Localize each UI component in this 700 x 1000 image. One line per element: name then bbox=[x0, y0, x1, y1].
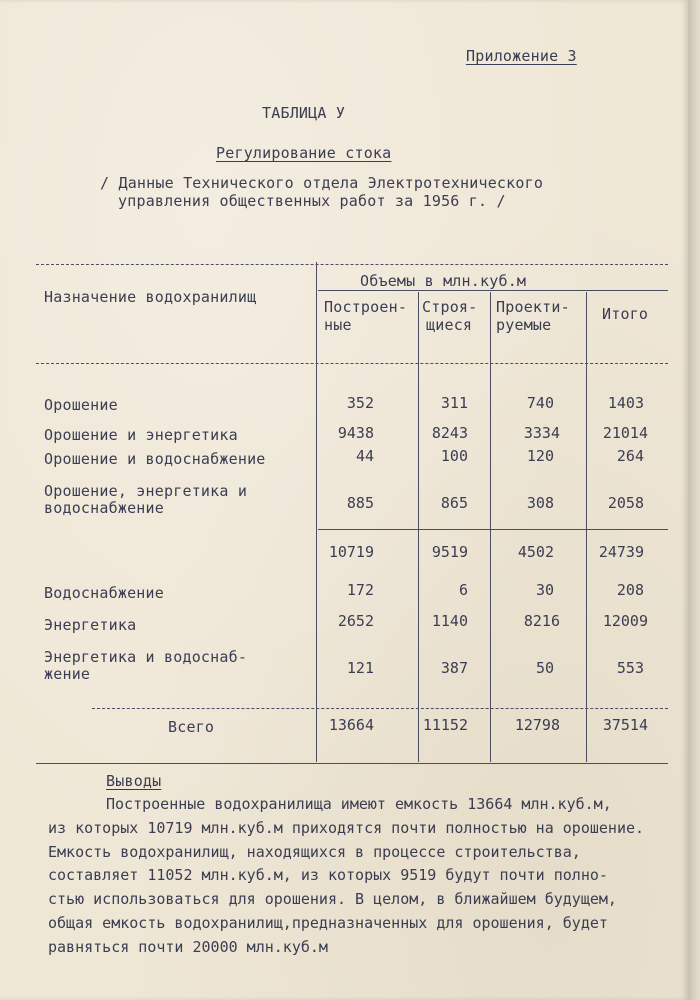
header-bottom-rule bbox=[36, 363, 668, 364]
header-building-1: Строя- bbox=[422, 298, 478, 316]
cell-planned: 120 bbox=[526, 447, 554, 465]
header-building-2: щиеся bbox=[426, 316, 473, 334]
cell-planned: 30 bbox=[535, 581, 554, 599]
total-label: Всего bbox=[168, 718, 215, 736]
total-rule bbox=[92, 708, 668, 709]
cell-built: 2652 bbox=[337, 612, 374, 630]
conclusions-line: из которых 10719 млн.куб.м приходятся почти полностью на орошение. bbox=[48, 819, 645, 837]
cell-building: 387 bbox=[440, 659, 468, 677]
table-col-divider-4 bbox=[586, 292, 587, 762]
cell-built: 885 bbox=[346, 494, 374, 512]
row-label: Орошение и водоснабжение bbox=[44, 450, 266, 468]
conclusions-line: Емкость водохранилищ, находящихся в процессе строительства, bbox=[48, 843, 581, 861]
header-planned-1: Проекти- bbox=[496, 298, 570, 316]
row-label: Орошение и энергетика bbox=[44, 426, 238, 444]
cell-built: 44 bbox=[355, 447, 374, 465]
conclusions-line: равняться почти 20000 млн.куб.м bbox=[48, 938, 328, 956]
cell-building: 11152 bbox=[422, 716, 468, 734]
cell-planned: 8216 bbox=[523, 612, 560, 630]
cell-planned: 3334 bbox=[523, 424, 560, 442]
cell-built: 121 bbox=[346, 659, 374, 677]
cell-building: 9519 bbox=[431, 543, 468, 561]
cell-total: 12009 bbox=[602, 612, 648, 630]
table-col-divider-2 bbox=[418, 292, 419, 762]
cell-planned: 740 bbox=[526, 394, 554, 412]
cell-planned: 308 bbox=[526, 494, 554, 512]
conclusions-heading: Выводы bbox=[106, 772, 162, 790]
cell-total: 553 bbox=[616, 659, 644, 677]
cell-total: 21014 bbox=[602, 424, 648, 442]
cell-building: 311 bbox=[440, 394, 468, 412]
conclusions-line: Построенные водохранилища имеют емкость 13664 млн.куб.м, bbox=[106, 795, 612, 813]
subtotal-rule bbox=[318, 529, 668, 530]
cell-building: 8243 bbox=[431, 424, 468, 442]
row-label-continued: водоснабжение bbox=[44, 499, 164, 517]
table-col-divider-3 bbox=[490, 292, 491, 762]
conclusions-line: стью использоваться для орошения. В целом, в ближайшем будущем, bbox=[48, 890, 617, 908]
source-line-2: управления общественных работ за 1956 г. / bbox=[118, 192, 506, 210]
cell-total: 264 bbox=[616, 447, 644, 465]
row-label: Водоснабжение bbox=[44, 584, 164, 602]
cell-planned: 50 bbox=[535, 659, 554, 677]
table-bottom-rule bbox=[36, 763, 668, 764]
table-top-rule bbox=[36, 264, 668, 265]
header-total: Итого bbox=[602, 305, 649, 323]
cell-planned: 4502 bbox=[517, 543, 554, 561]
cell-building: 865 bbox=[440, 494, 468, 512]
cell-building: 100 bbox=[440, 447, 468, 465]
header-built-1: Построен- bbox=[324, 298, 408, 316]
cell-total: 24739 bbox=[598, 543, 644, 561]
page-edge bbox=[688, 0, 700, 1000]
cell-total: 208 bbox=[616, 581, 644, 599]
source-line-1: / Данные Технического отдела Электротехнического bbox=[100, 174, 544, 192]
header-built-2: ные bbox=[324, 316, 352, 334]
conclusions-line: общая емкость водохранилищ,предназначенных для орошения, будет bbox=[48, 914, 608, 932]
cell-building: 1140 bbox=[431, 612, 468, 630]
table-col-divider-1 bbox=[316, 262, 317, 762]
cell-built: 172 bbox=[346, 581, 374, 599]
cell-total: 1403 bbox=[607, 394, 644, 412]
cell-total: 2058 bbox=[607, 494, 644, 512]
cell-built: 9438 bbox=[337, 424, 374, 442]
cell-total: 37514 bbox=[602, 716, 648, 734]
cell-built: 13664 bbox=[328, 716, 374, 734]
row-label: Орошение, энергетика и bbox=[44, 482, 248, 500]
header-volumes: Объемы в млн.куб.м bbox=[360, 272, 527, 290]
appendix-label: Приложение 3 bbox=[466, 47, 577, 65]
conclusions-line: составляет 11052 млн.куб.м, из которых 9519 будут почти полно- bbox=[48, 866, 608, 884]
row-label: Орошение bbox=[44, 396, 118, 414]
group-header-rule bbox=[318, 290, 668, 291]
header-planned-2: руемые bbox=[496, 316, 552, 334]
header-purpose: Назначение водохранилищ bbox=[44, 288, 257, 306]
row-label: Энергетика и водоснаб- bbox=[44, 648, 248, 666]
cell-building: 6 bbox=[458, 581, 468, 599]
cell-built: 352 bbox=[346, 394, 374, 412]
row-label: Энергетика bbox=[44, 616, 137, 634]
document-title: Регулирование стока bbox=[216, 144, 392, 162]
row-label-continued: жение bbox=[44, 665, 91, 683]
table-label: ТАБЛИЦА У bbox=[262, 104, 346, 122]
cell-planned: 12798 bbox=[514, 716, 560, 734]
cell-built: 10719 bbox=[328, 543, 374, 561]
